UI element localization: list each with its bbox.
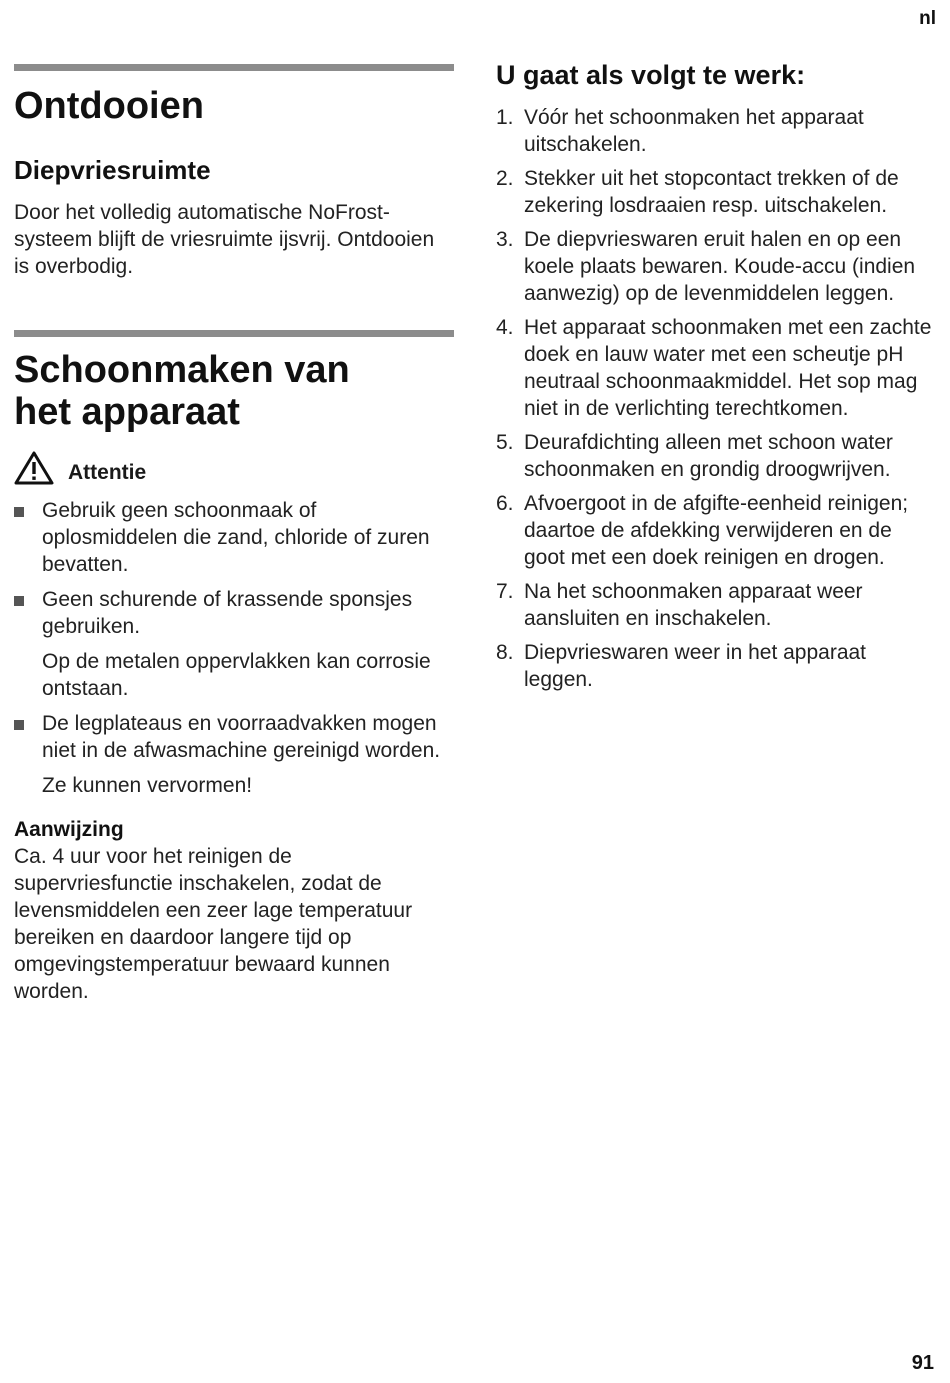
procedure-step [496,578,936,632]
ontdooien-text: Door het volledig automatische NoFrost-systeem blijft de vriesruimte ijsvrij. Ontdooien is overbodig. [14,201,435,278]
procedure-step [496,639,936,693]
step-text: Vóór het schoonmaken het apparaat uitschakelen. [524,106,864,156]
procedure-step [496,104,936,158]
right-column [496,58,936,700]
hint-title: Aanwijzing [14,818,124,841]
section-divider [14,330,454,337]
schoonmaken-heading-line2: het apparaat [14,391,240,433]
step-number: 2. [496,167,514,190]
bullet-square-icon [14,720,24,730]
step-text: Het apparaat schoonmaken met een zachte doek en lauw water met een scheutje pH neutraal schoonmaakmiddel. Het sop mag niet in de verlichting terechtkomen. [524,316,932,420]
ontdooien-heading: Ontdooien [14,85,204,127]
step-text: Diepvrieswaren weer in het apparaat leggen. [524,641,867,691]
step-text: Afvoergoot in de afgifte-eenheid reinigen; daartoe de afdekking verwijderen en de goot met een doek reinigen en drogen. [524,492,909,569]
procedure-step [496,490,936,571]
step-number: 5. [496,431,514,454]
procedure-step [496,314,936,422]
procedure-step [496,429,936,483]
step-text: Deurafdichting alleen met schoon water schoonmaken en grondig droogwrijven. [524,431,893,481]
procedure-steps [496,104,936,693]
step-number: 8. [496,641,514,664]
procedure-title: U gaat als volgt te werk: [496,60,806,90]
warning-header [14,451,454,485]
hint-text: Ca. 4 uur voor het reinigen de supervriesfunctie inschakelen, zodat de levensmiddelen een zeer lage temperatuur bereiken en daardoor langere tijd op omgevingstemperatuur bewaard kunnen worden. [14,845,413,1003]
step-text: Stekker uit het stopcontact trekken of de zekering losdraaien resp. uitschakelen. [524,167,899,217]
step-text: Na het schoonmaken apparaat weer aansluiten en inschakelen. [524,580,863,630]
warning-item-note: Op de metalen oppervlakken kan corrosie ontstaan. [42,650,431,700]
step-number: 1. [496,106,514,129]
bullet-square-icon [14,507,24,517]
warning-item-text: De legplateaus en voorraadvakken mogen niet in de afwasmachine gereinigd worden. [42,712,441,762]
left-column [14,64,454,1005]
step-number: 6. [496,492,514,515]
warning-list [14,497,454,799]
step-number: 3. [496,228,514,251]
warning-item-text: Geen schurende of krassende sponsjes gebruiken. [42,588,413,638]
section-divider [14,64,454,71]
schoonmaken-heading [14,349,454,433]
schoonmaken-heading-line1: Schoonmaken van [14,349,350,391]
warning-item-text: Gebruik geen schoonmaak of oplosmiddelen die zand, chloride of zuren bevatten. [42,499,430,576]
bullet-square-icon [14,596,24,606]
step-number: 4. [496,316,514,339]
warning-item [14,710,454,799]
procedure-step [496,165,936,219]
warning-item [14,586,454,702]
warning-triangle-icon [14,451,54,485]
diepvriesruimte-subheading: Diepvriesruimte [14,155,211,185]
warning-item [14,497,454,578]
step-number: 7. [496,580,514,603]
warning-label: Attentie [68,461,147,484]
page-number: 91 [911,1352,934,1374]
step-text: De diepvrieswaren eruit halen en op een koele plaats bewaren. Koude-accu (indien aanwezig) op de levenmiddelen leggen. [524,228,916,305]
warning-item-note: Ze kunnen vervormen! [42,774,253,797]
procedure-step [496,226,936,307]
language-code: nl [919,8,936,29]
